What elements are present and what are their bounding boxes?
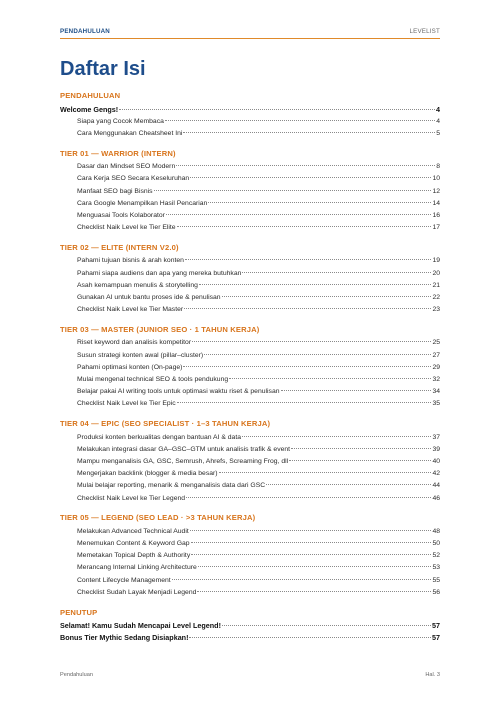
toc-entry-title: Produksi konten berkualitas dengan bantuan AI & data	[77, 433, 241, 441]
dot-leader	[208, 202, 431, 203]
toc-section-heading: PENUTUP	[60, 607, 98, 617]
toc-entry-title: Checklist Naik Level ke Tier Legend	[77, 494, 186, 502]
toc-entry-page: 56	[432, 588, 440, 596]
toc-entry-title: Memetakan Topical Depth & Authority	[77, 552, 191, 560]
toc-entry-page: 8	[436, 163, 440, 171]
dot-leader	[166, 214, 432, 215]
toc-section-heading: TIER 05 — LEGEND (SEO LEAD · >3 TAHUN KERJA)	[60, 513, 256, 523]
dot-leader	[222, 625, 431, 626]
toc-entry[interactable]	[60, 587, 440, 599]
toc-entry-page: 10	[432, 175, 440, 183]
toc-entry-title: Melakukan Advanced Technical Audit	[77, 527, 189, 535]
toc-entry-title: Pahami siapa audiens dan apa yang mereka butuhkan	[77, 269, 242, 277]
toc-entry-page: 52	[432, 552, 440, 560]
toc-entry-title: Mulai mengenal technical SEO & tools pendukung	[77, 375, 229, 383]
toc-entry[interactable]	[60, 456, 440, 468]
toc-entry-title: Manfaat SEO bagi Bisnis	[77, 187, 153, 195]
dot-leader	[191, 554, 431, 555]
toc-entry[interactable]	[60, 538, 440, 550]
toc-entry-title: Belajar pakai AI writing tools untuk optimasi waktu riset & penulisan	[77, 388, 280, 396]
dot-leader	[184, 308, 431, 309]
footer-page-number: Hal. 3	[425, 672, 440, 678]
toc-entry[interactable]	[60, 374, 440, 386]
toc-entry[interactable]	[60, 398, 440, 410]
toc-entry-page: 44	[432, 482, 440, 490]
toc-section	[60, 324, 440, 411]
toc-entry-title: Merancang Internal Linking Architecture	[77, 564, 197, 572]
dot-leader	[185, 259, 432, 260]
dot-leader	[197, 591, 431, 592]
dot-leader	[219, 472, 432, 473]
toc-section-heading: TIER 01 — WARRIOR (INTERN)	[60, 148, 176, 158]
toc-entry-title: Checklist Naik Level ke Tier Master	[77, 306, 184, 314]
dot-leader	[192, 341, 431, 342]
toc-entry[interactable]	[60, 632, 440, 644]
toc-entry-page: 34	[432, 388, 440, 396]
toc-entry-title: Cara Google Menampilkan Hasil Pencarian	[77, 199, 208, 207]
toc-entry-page: 50	[432, 540, 440, 548]
toc-entry[interactable]	[60, 210, 440, 222]
table-of-contents	[60, 90, 440, 652]
toc-entry-title: Checklist Naik Level ke Tier Epic	[77, 400, 176, 408]
dot-leader	[198, 566, 432, 567]
toc-entry-title: Bonus Tier Mythic Sedang Disiapkan!	[60, 633, 189, 643]
dot-leader	[191, 542, 432, 543]
toc-entry-title: Menemukan Content & Keyword Gap	[77, 540, 190, 548]
toc-section	[60, 512, 440, 599]
dot-leader	[119, 109, 435, 110]
dot-leader	[291, 448, 431, 449]
dot-leader	[242, 436, 431, 437]
toc-section	[60, 607, 440, 645]
dot-leader	[222, 296, 432, 297]
toc-entry[interactable]	[60, 292, 440, 304]
toc-entry[interactable]	[60, 128, 440, 140]
toc-entry[interactable]	[60, 304, 440, 316]
toc-entry-page: 17	[432, 224, 440, 232]
page-footer	[60, 672, 440, 678]
header-brand-label: LEVELIST	[409, 28, 440, 35]
toc-entry-title: Dasar dan Mindset SEO Modern	[77, 163, 176, 171]
toc-entry-page: 4	[436, 104, 440, 114]
toc-entry-title: Pahami tujuan bisnis & arah konten	[77, 257, 184, 265]
toc-entry-page: 57	[432, 621, 440, 631]
toc-entry[interactable]	[60, 337, 440, 349]
toc-section	[60, 148, 440, 235]
toc-entry-title: Selamat! Kamu Sudah Mencapai Level Legend!	[60, 621, 221, 631]
dot-leader	[186, 497, 431, 498]
toc-entry-page: 19	[432, 257, 440, 265]
toc-section	[60, 90, 440, 140]
toc-section	[60, 418, 440, 505]
toc-entry-page: 32	[432, 375, 440, 383]
toc-entry[interactable]	[60, 104, 440, 116]
dot-leader	[281, 390, 432, 391]
toc-entry[interactable]	[60, 161, 440, 173]
toc-entry-page: 48	[432, 527, 440, 535]
toc-entry[interactable]	[60, 268, 440, 280]
toc-entry-page: 55	[432, 576, 440, 584]
toc-entry-title: Content Lifecycle Management	[77, 576, 171, 584]
toc-entry-page: 27	[432, 351, 440, 359]
dot-leader	[177, 226, 432, 227]
page-title: Daftar Isi	[60, 58, 146, 80]
toc-entry[interactable]	[60, 575, 440, 587]
toc-section-heading: TIER 04 — EPIC (SEO SPECIALIST · 1–3 TAHUN KERJA)	[60, 419, 271, 429]
toc-entry[interactable]	[60, 526, 440, 538]
dot-leader	[229, 378, 431, 379]
footer-section-label: Pendahuluan	[60, 672, 93, 678]
dot-leader	[183, 366, 431, 367]
dot-leader	[190, 530, 432, 531]
toc-entry[interactable]	[60, 432, 440, 444]
dot-leader	[266, 484, 431, 485]
toc-entry[interactable]	[60, 493, 440, 505]
toc-entry-page: 22	[432, 293, 440, 301]
toc-entry-page: 5	[436, 129, 440, 137]
toc-entry-title: Melakukan integrasi dasar GA–GSC–GTM untuk analisis trafik & event	[77, 445, 291, 453]
toc-entry[interactable]	[60, 444, 440, 456]
toc-entry-title: Susun strategi konten awal (pillar–cluster)	[77, 351, 204, 359]
running-header	[60, 28, 440, 39]
toc-section	[60, 242, 440, 316]
toc-entry[interactable]	[60, 186, 440, 198]
toc-entry-page: 35	[432, 400, 440, 408]
dot-leader	[204, 354, 431, 355]
dot-leader	[190, 177, 431, 178]
toc-entry-page: 53	[432, 564, 440, 572]
toc-entry-page: 16	[432, 211, 440, 219]
toc-entry-title: Gunakan AI untuk bantu proses ide & penulisan	[77, 293, 221, 301]
dot-leader	[177, 402, 432, 403]
toc-entry[interactable]	[60, 255, 440, 267]
toc-entry-title: Pahami optimasi konten (On-page)	[77, 363, 183, 371]
toc-entry-page: 12	[432, 187, 440, 195]
dot-leader	[189, 637, 431, 638]
toc-entry-title: Checklist Sudah Layak Menjadi Legend	[77, 588, 197, 596]
toc-section-heading: PENDAHULUAN	[60, 91, 121, 100]
toc-entry[interactable]	[60, 173, 440, 185]
toc-entry-page: 46	[432, 494, 440, 502]
toc-entry[interactable]	[60, 468, 440, 480]
toc-entry-page: 21	[432, 281, 440, 289]
toc-entry-page: 42	[432, 470, 440, 478]
toc-entry[interactable]	[60, 562, 440, 574]
dot-leader	[289, 460, 431, 461]
toc-section-heading: TIER 03 — MASTER (JUNIOR SEO · 1 TAHUN KERJA)	[60, 324, 260, 334]
dot-leader	[183, 132, 435, 133]
toc-entry-title: Riset keyword dan analisis kompetitor	[77, 339, 192, 347]
toc-entry[interactable]	[60, 350, 440, 362]
toc-entry-title: Cara Menggunakan Cheatsheet Ini	[77, 129, 183, 137]
header-section-label: PENDAHULUAN	[60, 28, 110, 35]
dot-leader	[154, 190, 432, 191]
toc-entry[interactable]	[60, 362, 440, 374]
toc-entry-page: 23	[432, 306, 440, 314]
dot-leader	[165, 120, 435, 121]
toc-entry-page: 40	[432, 458, 440, 465]
toc-entry[interactable]	[60, 620, 440, 632]
toc-entry-title: Mampu menganalisis GA, GSC, Semrush, Ahrefs, Screaming Frog, dll	[77, 458, 289, 465]
toc-entry-title: Mulai belajar reporting, menarik & menganalisis data dari GSC	[77, 482, 266, 490]
toc-entry-title: Mengerjakan backlink (blogger & media besar)	[77, 470, 218, 478]
toc-entry-page: 29	[432, 363, 440, 371]
toc-entry[interactable]	[60, 222, 440, 234]
toc-entry-page: 39	[432, 445, 440, 453]
dot-leader	[176, 165, 435, 166]
toc-entry[interactable]	[60, 116, 440, 128]
toc-entry-title: Siapa yang Cocok Membaca	[77, 117, 164, 125]
toc-entry[interactable]	[60, 386, 440, 398]
toc-entry-title: Checklist Naik Level ke Tier Elite	[77, 224, 176, 232]
toc-entry-page: 14	[432, 199, 440, 207]
toc-entry[interactable]	[60, 480, 440, 492]
toc-entry-title: Cara Kerja SEO Secara Keseluruhan	[77, 175, 190, 183]
toc-entry-page: 57	[432, 633, 440, 643]
toc-entry-title: Asah kemampuan menulis & storytelling	[77, 281, 198, 289]
toc-entry-page: 37	[432, 433, 440, 441]
toc-entry[interactable]	[60, 550, 440, 562]
toc-entry-page: 4	[436, 117, 440, 125]
toc-entry-page: 25	[432, 339, 440, 347]
toc-entry[interactable]	[60, 280, 440, 292]
toc-section-heading: TIER 02 — ELITE (INTERN V2.0)	[60, 242, 179, 252]
toc-entry-title: Menguasai Tools Kolaborator	[77, 211, 165, 219]
dot-leader	[172, 579, 432, 580]
toc-entry-page: 20	[432, 269, 440, 277]
toc-entry-title: Welcome Gengs!	[60, 104, 119, 114]
toc-entry[interactable]	[60, 198, 440, 210]
dot-leader	[242, 272, 431, 273]
dot-leader	[199, 284, 432, 285]
